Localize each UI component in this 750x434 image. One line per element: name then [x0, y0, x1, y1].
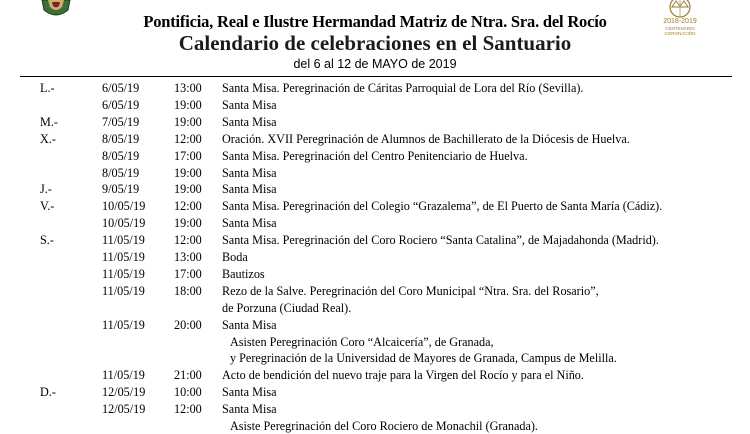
schedule-row	[0, 181, 750, 197]
schedule-row	[0, 350, 750, 366]
schedule-date: 10/05/19	[102, 216, 146, 231]
organization-name: Pontificia, Real e Ilustre Hermandad Matriz de Ntra. Sra. del Rocío	[143, 12, 607, 31]
schedule-time: 19:00	[174, 114, 202, 129]
schedule-time: 17:00	[174, 148, 202, 163]
schedule-row	[0, 401, 750, 417]
schedule-time: 21:00	[174, 368, 202, 383]
schedule-description: Santa Misa	[222, 402, 277, 417]
schedule-row	[0, 232, 750, 248]
schedule-time: 10:00	[174, 385, 202, 400]
schedule-time: 19:00	[174, 165, 202, 180]
schedule-day: S.-	[40, 233, 54, 248]
schedule-description: Santa Misa. Peregrinación del Centro Penitenciario de Huelva.	[222, 148, 528, 163]
schedule-date: 11/05/19	[102, 250, 145, 264]
schedule-day: L.-	[40, 81, 55, 95]
schedule-row	[0, 165, 750, 181]
schedule-description: Asisten Peregrinación Coro “Alcaicería”, de Granada,	[230, 334, 494, 349]
schedule-row	[0, 215, 750, 231]
schedule-row	[0, 367, 750, 383]
schedule-time: 19:00	[174, 97, 202, 112]
schedule-time: 19:00	[174, 216, 202, 231]
schedule-description: Santa Misa	[222, 165, 277, 180]
schedule-day: M.-	[40, 114, 58, 129]
schedule-date: 11/05/19	[102, 317, 145, 332]
schedule-time: 12:00	[174, 402, 202, 417]
schedule-description: Santa Misa	[222, 216, 277, 231]
schedule-day: X.-	[40, 131, 56, 146]
schedule-row	[0, 334, 750, 350]
schedule-description: y Peregrinación de la Universidad de Mayores de Granada, Campus de Melilla.	[230, 351, 617, 366]
document-title: Calendario de celebraciones en el Santuario	[178, 31, 572, 55]
schedule-row	[0, 148, 750, 164]
schedule-time: 12:00	[174, 199, 202, 214]
schedule-description: Santa Misa	[222, 97, 277, 112]
schedule-time: 13:00	[174, 250, 202, 264]
schedule-time: 13:00	[174, 81, 202, 95]
schedule-description: Bautizos	[222, 266, 265, 281]
schedule-time: 20:00	[174, 317, 202, 332]
logo-text-coronacion: CORONACIÓN	[664, 31, 696, 36]
schedule-time: 12:00	[174, 131, 202, 146]
schedule-description: Acto de bendición del nuevo traje para la Virgen del Rocío y para el Niño.	[222, 368, 584, 383]
schedule-description: Oración. XVII Peregrinación de Alumnos de Bachillerato de la Diócesis de Huelva.	[222, 131, 630, 146]
header-divider	[20, 76, 732, 77]
schedule-description: Santa Misa. Peregrinación del Coro Rociero “Santa Catalina”, de Majadahonda (Madrid).	[222, 233, 659, 248]
schedule-row	[0, 80, 750, 96]
schedule-day: V.-	[40, 199, 55, 214]
schedule-date: 12/05/19	[102, 385, 146, 400]
schedule-row	[0, 249, 750, 265]
schedule-description: Boda	[222, 250, 248, 264]
schedule-description: Santa Misa. Peregrinación de Cáritas Parroquial de Lora del Río (Sevilla).	[222, 81, 584, 95]
schedule-time: 12:00	[174, 233, 202, 248]
schedule-time: 18:00	[174, 283, 202, 298]
schedule-row	[0, 418, 750, 434]
schedule-row	[0, 300, 750, 316]
schedule-row	[0, 131, 750, 147]
schedule-date: 7/05/19	[102, 114, 140, 129]
schedule-date: 6/05/19	[102, 81, 140, 95]
schedule-description: Asiste Peregrinación del Coro Rociero de Monachil (Granada).	[230, 419, 538, 433]
schedule-row	[0, 317, 750, 333]
schedule-time: 17:00	[174, 266, 202, 281]
schedule-description: Santa Misa	[222, 182, 277, 197]
schedule-date: 9/05/19	[102, 182, 140, 197]
schedule-date: 10/05/19	[102, 199, 146, 214]
schedule-row	[0, 384, 750, 400]
schedule-date: 12/05/19	[102, 402, 146, 417]
schedule-row	[0, 283, 750, 299]
logo-text-centenario: CENTENARIO	[665, 26, 695, 31]
schedule-day: J.-	[40, 182, 52, 197]
schedule-date: 6/05/19	[102, 97, 140, 112]
date-range: del 6 al 12 de MAYO de 2019	[293, 57, 457, 71]
schedule-date: 8/05/19	[102, 131, 140, 146]
schedule-row	[0, 198, 750, 214]
schedule-description: Santa Misa. Peregrinación del Colegio “Grazalema”, de El Puerto de Santa María (Cádiz).	[222, 199, 663, 214]
schedule-description: Rezo de la Salve. Peregrinación del Coro Municipal “Ntra. Sra. del Rosario”,	[222, 283, 599, 298]
schedule-date: 11/05/19	[102, 233, 145, 248]
schedule-date: 11/05/19	[102, 283, 145, 298]
schedule-date: 8/05/19	[102, 148, 140, 163]
schedule-description: Santa Misa	[222, 114, 277, 129]
schedule-date: 11/05/19	[102, 266, 145, 281]
logo-years: 2018-2019	[663, 18, 697, 25]
schedule-date: 8/05/19	[102, 165, 140, 180]
schedule-row	[0, 97, 750, 113]
schedule-row	[0, 114, 750, 130]
schedule-day: D.-	[40, 385, 56, 400]
schedule-row	[0, 266, 750, 282]
schedule-date: 11/05/19	[102, 368, 145, 383]
schedule-description: Santa Misa	[222, 317, 277, 332]
schedule-description: de Porzuna (Ciudad Real).	[222, 300, 352, 315]
schedule-description: Santa Misa	[222, 385, 277, 400]
schedule-time: 19:00	[174, 182, 202, 197]
